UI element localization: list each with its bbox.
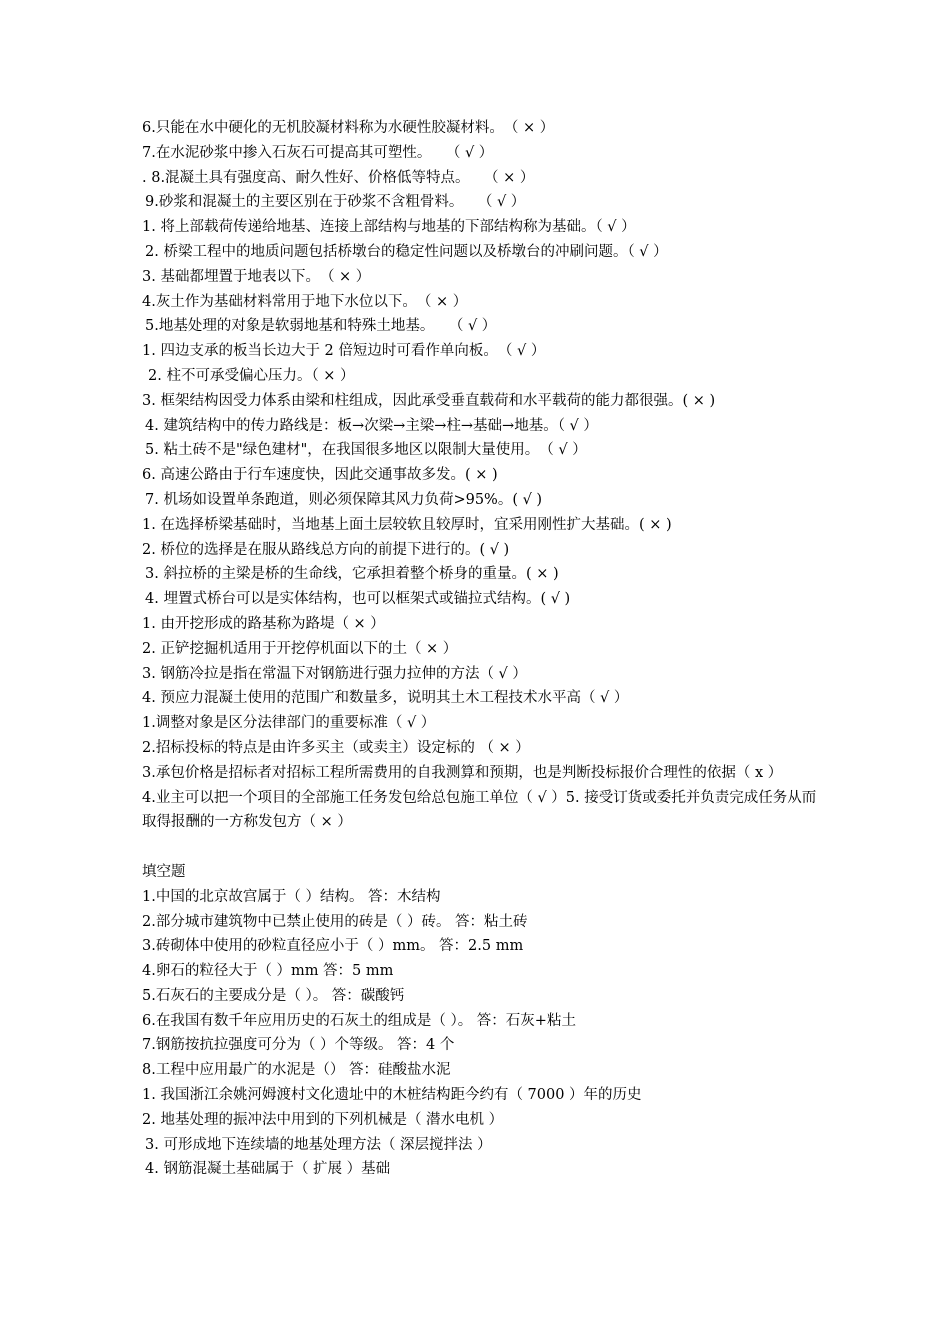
- fill-item: 3.砖砌体中使用的砂粒直径应小于（ ）mm。 答：2.5 mm: [142, 938, 524, 955]
- fill-item: 3. 可形成地下连续墙的地基处理方法（ 深层搅拌法 ）: [145, 1136, 492, 1153]
- fill-item: 6.在我国有数千年应用历史的石灰土的组成是（ ）。 答：石灰+粘土: [142, 1012, 576, 1029]
- judgement-item: 3. 钢筋冷拉是指在常温下对钢筋进行强力拉伸的方法（ √ ）: [142, 665, 527, 682]
- judgement-item: 3. 斜拉桥的主梁是桥的生命线，它承担着整个桥身的重量。( × ): [145, 566, 559, 583]
- fill-item: 2. 地基处理的振冲法中用到的下列机械是（ 潜水电机 ）: [142, 1111, 504, 1128]
- judgement-item: 4.灰土作为基础材料常用于地下水位以下。 （ × ）: [142, 293, 468, 310]
- judgement-item: 2.招标投标的特点是由许多买主（或卖主）设定标的 （ × ）: [142, 739, 530, 756]
- fill-item: 5.石灰石的主要成分是（ ）。 答：碳酸钙: [142, 987, 405, 1004]
- judgement-item: 4. 埋置式桥台可以是实体结构，也可以框架式或锚拉式结构。( √ ): [145, 591, 571, 608]
- fill-section-title: 填空题: [142, 863, 186, 880]
- judgement-item: 1. 四边支承的板当长边大于 2 倍短边时可看作单向板。 （ √ ）: [142, 343, 546, 360]
- judgement-item: 1. 在选择桥梁基础时，当地基上面土层较软且较厚时，宜采用刚性扩大基础。( × ): [142, 516, 672, 533]
- judgement-item: 2. 桥梁工程中的地质问题包括桥墩台的稳定性问题以及桥墩台的冲刷问题。（ √ ）: [145, 243, 668, 260]
- wrapped-section: [142, 761, 822, 835]
- document-page: [142, 116, 822, 1182]
- fill-item: 1.中国的北京故宫属于（ ）结构。 答：木结构: [142, 888, 441, 905]
- judgement-item: 6.只能在水中硬化的无机胶凝材料称为水硬性胶凝材料。 （ × ）: [142, 120, 555, 136]
- judgement-item: 2. 桥位的选择是在服从路线总方向的前提下进行的。( √ ): [142, 541, 510, 558]
- wrapped-item: 3.承包价格是招标者对招标工程所需费用的自我测算和预期，也是判断投标报价合理性的依据（ x ）: [142, 764, 783, 781]
- judgement-item: 1. 将上部载荷传递给地基、连接上部结构与地基的下部结构称为基础。（ √ ）: [142, 219, 636, 236]
- judgement-item: 7.在水泥砂浆中掺入石灰石可提高其可塑性。 （ √ ）: [142, 144, 494, 161]
- judgement-item: 4. 预应力混凝土使用的范围广和数量多，说明其土木工程技术水平高（ √ ）: [142, 690, 629, 707]
- fill-item: 4.卵石的粒径大于（ ）mm 答：5 mm: [142, 963, 394, 980]
- judgement-item: 1. 由开挖形成的路基称为路堤（ × ）: [142, 615, 385, 632]
- fill-section: [142, 885, 822, 1183]
- fill-item: 2.部分城市建筑物中已禁止使用的砖是（ ）砖。 答：粘土砖: [142, 913, 528, 930]
- judgement-item: 5.地基处理的对象是软弱地基和特殊土地基。 （ √ ）: [145, 318, 497, 335]
- judgement-item: 3. 基础都埋置于地表以下。 （ × ）: [142, 268, 371, 285]
- fill-item: 1. 我国浙江余姚河姆渡村文化遗址中的木桩结构距今约有（ 7000 ）年的历史: [142, 1087, 642, 1104]
- judgement-item: 9.砂浆和混凝土的主要区别在于砂浆不含粗骨料。 （ √ ）: [145, 194, 526, 211]
- judgement-item: . 8.混凝土具有强度高、耐久性好、价格低等特点。 （ × ）: [142, 169, 535, 186]
- judgement-item: 5. 粘土砖不是"绿色建材"，在我国很多地区以限制大量使用。 （ √ ）: [145, 442, 587, 459]
- judgement-item: 7. 机场如设置单条跑道，则必须保障其风力负荷>95%。( √ ): [145, 491, 543, 508]
- fill-item: 4. 钢筋混凝土基础属于（ 扩展 ）基础: [145, 1161, 391, 1178]
- fill-item: 8.工程中应用最广的水泥是（） 答：硅酸盐水泥: [142, 1062, 451, 1079]
- judgement-item: 6. 高速公路由于行车速度快，因此交通事故多发。( × ): [142, 467, 498, 484]
- judgement-item: 1.调整对象是区分法律部门的重要标准（ √ ）: [142, 715, 436, 732]
- judgement-item: 3. 框架结构因受力体系由梁和柱组成，因此承受垂直载荷和水平载荷的能力都很强。( × ): [142, 392, 716, 409]
- section-gap: [142, 835, 822, 860]
- fill-item: 7.钢筋按抗拉强度可分为（ ）个等级。 答：4 个: [142, 1037, 455, 1054]
- judgement-item: 4. 建筑结构中的传力路线是：板→次梁→主梁→柱→基础→地基。（ √ ）: [145, 417, 598, 434]
- judgement-item: 2. 正铲挖掘机适用于开挖停机面以下的土（ × ）: [142, 640, 458, 657]
- judgement-item: 2. 柱不可承受偏心压力。（ × ）: [148, 367, 355, 384]
- wrapped-item: 4.业主可以把一个项目的全部施工任务发包给总包施工单位（ √ ）5. 接受订货或委托并负责完成任务从而取得报酬的一方称发包方（ × ）: [142, 789, 817, 831]
- judgement-section: [142, 116, 822, 761]
